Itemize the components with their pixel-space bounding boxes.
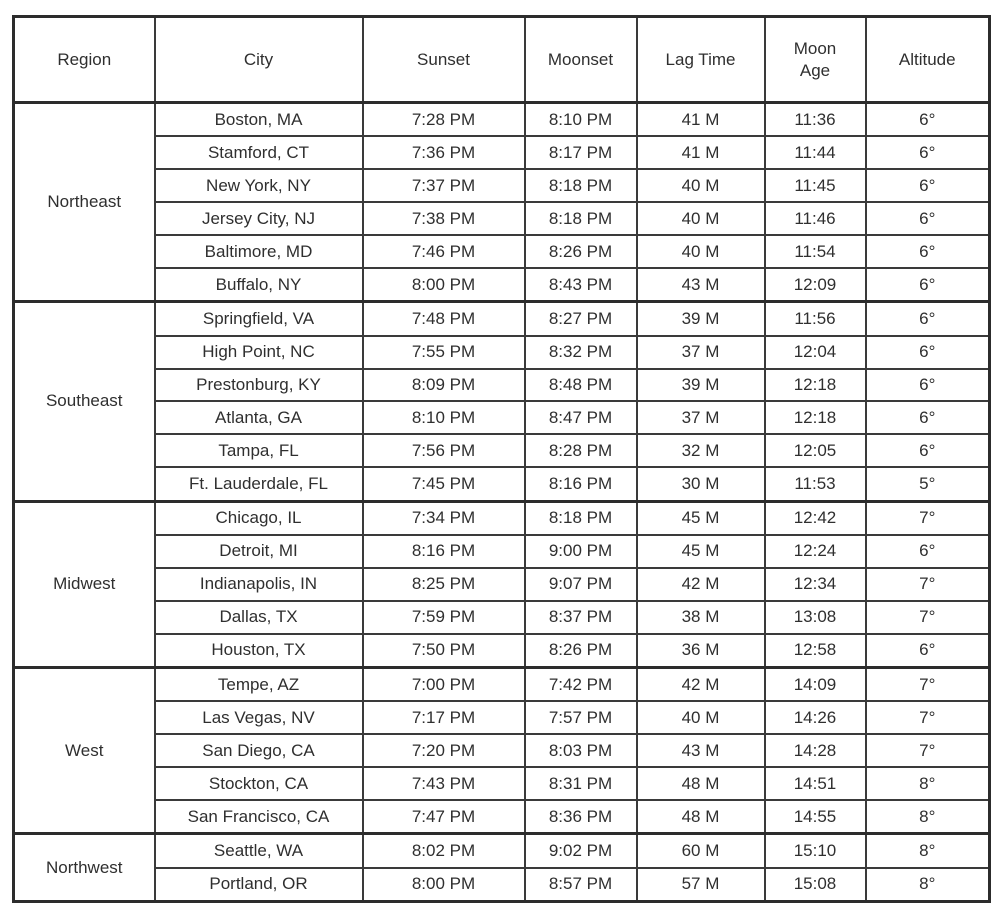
altitude-cell: 6° — [866, 136, 990, 169]
moonset-cell: 8:18 PM — [525, 202, 637, 235]
altitude-cell: 6° — [866, 268, 990, 302]
sunset-cell: 7:17 PM — [363, 701, 525, 734]
moonset-cell: 8:17 PM — [525, 136, 637, 169]
moon-age-cell: 12:42 — [765, 501, 866, 535]
altitude-cell: 6° — [866, 369, 990, 402]
moon-age-cell: 12:24 — [765, 535, 866, 568]
moonset-cell: 9:07 PM — [525, 568, 637, 601]
region-cell: West — [14, 667, 155, 833]
sunset-cell: 8:25 PM — [363, 568, 525, 601]
sunset-cell: 7:59 PM — [363, 601, 525, 634]
moon-age-cell: 12:58 — [765, 634, 866, 668]
altitude-cell: 6° — [866, 401, 990, 434]
moon-age-cell: 14:26 — [765, 701, 866, 734]
table-row — [14, 202, 990, 235]
moonset-cell: 9:02 PM — [525, 834, 637, 868]
lag-time-cell: 40 M — [637, 701, 765, 734]
table-row — [14, 701, 990, 734]
column-header-sunset: Sunset — [363, 17, 525, 103]
sunset-cell: 7:00 PM — [363, 667, 525, 701]
moon-age-cell: 12:04 — [765, 336, 866, 369]
moon-age-cell: 13:08 — [765, 601, 866, 634]
sunset-cell: 7:47 PM — [363, 800, 525, 834]
moonset-cell: 8:31 PM — [525, 767, 637, 800]
sunset-cell: 7:34 PM — [363, 501, 525, 535]
sunset-cell: 8:00 PM — [363, 268, 525, 302]
altitude-cell: 7° — [866, 701, 990, 734]
table-row — [14, 103, 990, 137]
sunset-cell: 8:10 PM — [363, 401, 525, 434]
city-cell: Buffalo, NY — [155, 268, 363, 302]
table-row — [14, 369, 990, 402]
lag-time-cell: 32 M — [637, 434, 765, 467]
table-row — [14, 501, 990, 535]
moonset-cell: 8:32 PM — [525, 336, 637, 369]
city-cell: Houston, TX — [155, 634, 363, 668]
lag-time-cell: 41 M — [637, 103, 765, 137]
lag-time-cell: 37 M — [637, 336, 765, 369]
city-cell: Atlanta, GA — [155, 401, 363, 434]
city-cell: Las Vegas, NV — [155, 701, 363, 734]
moon-age-cell: 14:55 — [765, 800, 866, 834]
city-cell: Tempe, AZ — [155, 667, 363, 701]
lag-time-cell: 48 M — [637, 767, 765, 800]
table-row — [14, 235, 990, 268]
sunset-cell: 7:28 PM — [363, 103, 525, 137]
column-header-region: Region — [14, 17, 155, 103]
altitude-cell: 6° — [866, 634, 990, 668]
moon-age-cell: 15:10 — [765, 834, 866, 868]
sunset-cell: 7:46 PM — [363, 235, 525, 268]
lag-time-cell: 48 M — [637, 800, 765, 834]
moonset-cell: 9:00 PM — [525, 535, 637, 568]
sunset-cell: 8:16 PM — [363, 535, 525, 568]
moonset-cell: 8:16 PM — [525, 467, 637, 501]
column-header-altitude: Altitude — [866, 17, 990, 103]
altitude-cell: 7° — [866, 568, 990, 601]
altitude-cell: 7° — [866, 501, 990, 535]
lag-time-cell: 60 M — [637, 834, 765, 868]
moon-age-cell: 11:53 — [765, 467, 866, 501]
lag-time-cell: 42 M — [637, 667, 765, 701]
moon-age-cell: 14:28 — [765, 734, 866, 767]
moonset-cell: 8:26 PM — [525, 634, 637, 668]
moonset-cell: 8:18 PM — [525, 169, 637, 202]
moonset-cell: 7:42 PM — [525, 667, 637, 701]
altitude-cell: 7° — [866, 667, 990, 701]
table-row — [14, 336, 990, 369]
table-row — [14, 834, 990, 868]
moonset-cell: 8:10 PM — [525, 103, 637, 137]
altitude-cell: 6° — [866, 202, 990, 235]
lag-time-cell: 40 M — [637, 169, 765, 202]
city-cell: Seattle, WA — [155, 834, 363, 868]
moonset-cell: 8:43 PM — [525, 268, 637, 302]
altitude-cell: 8° — [866, 800, 990, 834]
column-header-moonset: Moonset — [525, 17, 637, 103]
lag-time-cell: 38 M — [637, 601, 765, 634]
lag-time-cell: 39 M — [637, 302, 765, 336]
lag-time-cell: 40 M — [637, 202, 765, 235]
moon-age-cell: 11:56 — [765, 302, 866, 336]
lag-time-cell: 43 M — [637, 734, 765, 767]
city-cell: Detroit, MI — [155, 535, 363, 568]
lag-time-cell: 42 M — [637, 568, 765, 601]
moon-age-cell: 15:08 — [765, 868, 866, 902]
sunset-cell: 7:38 PM — [363, 202, 525, 235]
lag-time-cell: 45 M — [637, 501, 765, 535]
sunset-cell: 7:37 PM — [363, 169, 525, 202]
table-row — [14, 868, 990, 902]
table-row — [14, 268, 990, 302]
city-cell: New York, NY — [155, 169, 363, 202]
altitude-cell: 6° — [866, 336, 990, 369]
city-cell: High Point, NC — [155, 336, 363, 369]
lag-time-cell: 45 M — [637, 535, 765, 568]
sunset-cell: 7:20 PM — [363, 734, 525, 767]
moonset-cell: 8:47 PM — [525, 401, 637, 434]
column-header-city: City — [155, 17, 363, 103]
altitude-cell: 6° — [866, 302, 990, 336]
header-row — [14, 17, 990, 103]
moon-age-cell: 11:46 — [765, 202, 866, 235]
city-cell: Baltimore, MD — [155, 235, 363, 268]
moon-age-cell: 12:09 — [765, 268, 866, 302]
altitude-cell: 8° — [866, 767, 990, 800]
altitude-cell: 8° — [866, 868, 990, 902]
table-row — [14, 401, 990, 434]
table-row — [14, 667, 990, 701]
altitude-cell: 6° — [866, 103, 990, 137]
sunset-cell: 7:45 PM — [363, 467, 525, 501]
column-header-lag-time: Lag Time — [637, 17, 765, 103]
sunset-cell: 7:43 PM — [363, 767, 525, 800]
city-cell: Dallas, TX — [155, 601, 363, 634]
table-row — [14, 568, 990, 601]
moonset-cell: 8:18 PM — [525, 501, 637, 535]
moonset-cell: 8:27 PM — [525, 302, 637, 336]
lag-time-cell: 36 M — [637, 634, 765, 668]
moon-age-cell: 11:36 — [765, 103, 866, 137]
region-cell: Northeast — [14, 103, 155, 302]
altitude-cell: 6° — [866, 235, 990, 268]
moon-age-cell: 11:44 — [765, 136, 866, 169]
table-row — [14, 800, 990, 834]
moonset-cell: 8:37 PM — [525, 601, 637, 634]
table-row — [14, 734, 990, 767]
moon-age-cell: 12:05 — [765, 434, 866, 467]
altitude-cell: 6° — [866, 434, 990, 467]
moon-age-cell: 12:18 — [765, 369, 866, 402]
moon-age-cell: 12:18 — [765, 401, 866, 434]
sunset-cell: 7:56 PM — [363, 434, 525, 467]
moon-age-cell: 14:09 — [765, 667, 866, 701]
city-cell: Tampa, FL — [155, 434, 363, 467]
city-cell: San Francisco, CA — [155, 800, 363, 834]
region-cell: Midwest — [14, 501, 155, 667]
table-row — [14, 467, 990, 501]
sunset-cell: 7:36 PM — [363, 136, 525, 169]
table-header — [14, 17, 990, 103]
sunset-cell: 7:48 PM — [363, 302, 525, 336]
table-row — [14, 434, 990, 467]
moonset-cell: 8:28 PM — [525, 434, 637, 467]
city-cell: Chicago, IL — [155, 501, 363, 535]
region-cell: Northwest — [14, 834, 155, 902]
lag-time-cell: 30 M — [637, 467, 765, 501]
sunset-cell: 8:00 PM — [363, 868, 525, 902]
city-cell: San Diego, CA — [155, 734, 363, 767]
altitude-cell: 8° — [866, 834, 990, 868]
moon-age-cell: 11:45 — [765, 169, 866, 202]
city-cell: Stamford, CT — [155, 136, 363, 169]
altitude-cell: 6° — [866, 169, 990, 202]
city-cell: Springfield, VA — [155, 302, 363, 336]
sunset-cell: 7:50 PM — [363, 634, 525, 668]
city-cell: Portland, OR — [155, 868, 363, 902]
altitude-cell: 7° — [866, 734, 990, 767]
city-cell: Boston, MA — [155, 103, 363, 137]
lag-time-cell: 37 M — [637, 401, 765, 434]
altitude-cell: 6° — [866, 535, 990, 568]
city-cell: Jersey City, NJ — [155, 202, 363, 235]
column-header-moon-age — [765, 17, 866, 103]
lag-time-cell: 57 M — [637, 868, 765, 902]
moonset-cell: 8:48 PM — [525, 369, 637, 402]
moon-age-cell: 11:54 — [765, 235, 866, 268]
moonset-lag-table — [12, 15, 991, 903]
lag-time-cell: 39 M — [637, 369, 765, 402]
city-cell: Indianapolis, IN — [155, 568, 363, 601]
table-row — [14, 136, 990, 169]
table-row — [14, 302, 990, 336]
table-row — [14, 767, 990, 800]
table-row — [14, 601, 990, 634]
table-row — [14, 169, 990, 202]
table-row — [14, 535, 990, 568]
region-cell: Southeast — [14, 302, 155, 501]
table-body — [14, 103, 990, 902]
altitude-cell: 7° — [866, 601, 990, 634]
lag-time-cell: 43 M — [637, 268, 765, 302]
moon-age-cell: 12:34 — [765, 568, 866, 601]
moonset-cell: 8:26 PM — [525, 235, 637, 268]
city-cell: Stockton, CA — [155, 767, 363, 800]
sunset-cell: 8:09 PM — [363, 369, 525, 402]
sunset-cell: 8:02 PM — [363, 834, 525, 868]
column-header-moon-age-label: Moon Age — [793, 39, 837, 80]
altitude-cell: 5° — [866, 467, 990, 501]
moonset-cell: 8:57 PM — [525, 868, 637, 902]
lag-time-cell: 41 M — [637, 136, 765, 169]
city-cell: Prestonburg, KY — [155, 369, 363, 402]
moonset-cell: 7:57 PM — [525, 701, 637, 734]
lag-time-cell: 40 M — [637, 235, 765, 268]
table-row — [14, 634, 990, 668]
city-cell: Ft. Lauderdale, FL — [155, 467, 363, 501]
moonset-cell: 8:36 PM — [525, 800, 637, 834]
sunset-cell: 7:55 PM — [363, 336, 525, 369]
moonset-cell: 8:03 PM — [525, 734, 637, 767]
moon-age-cell: 14:51 — [765, 767, 866, 800]
